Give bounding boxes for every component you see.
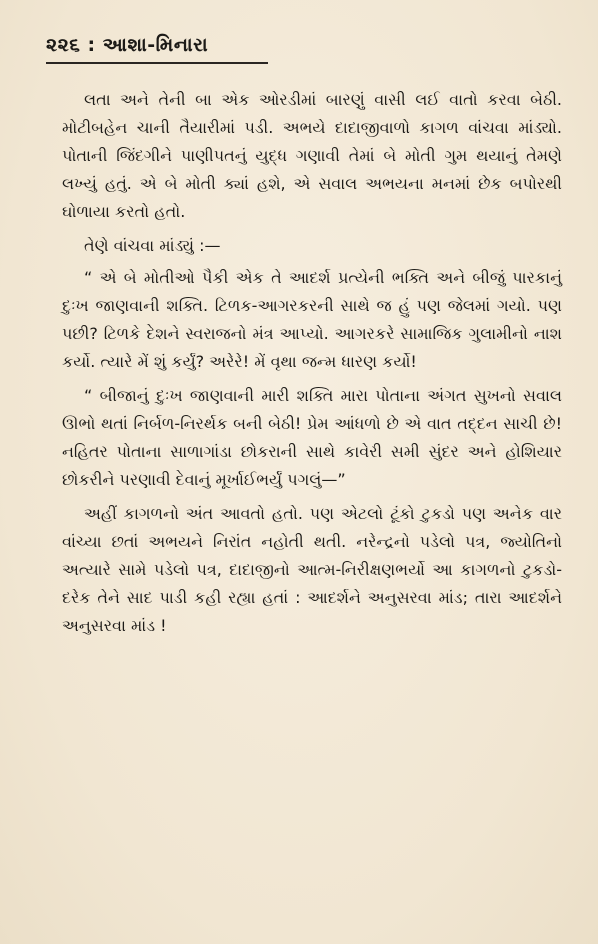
paragraph-5: અહીં કાગળનો અંત આવતો હતો. પણ એટલો ટૂંકો ટુકડો પણ અનેક વાર વાંચ્યા છતાં અભયને નિરાંત નહોતી થતી. નરેન્દ્રનો પડેલો પત્ર, જ્યોતિનો અત્યારે સામે પડેલો પત્ર, દાદાજીનો આત્મ-નિરીક્ષણભર્યો આ કાગળનો ટુકડો-દરેક તેને સાદ પાડી કહી રહ્યા હતાં : આદર્શને અનુસરવા માંડ; તારા આદર્શને અનુસરવા માંડ ! xyxy=(62,504,562,635)
paragraph-2: તેણે વાંચવા માંડ્યું :— xyxy=(84,236,221,255)
page-header: ૨૨૬ : આશા-મિનારા xyxy=(46,34,209,56)
paragraph-3: “ એ બે મોતીઓ પૈકી એક તે આદર્શ પ્રત્યેની ભક્તિ અને બીજું પારકાનું દુઃખ જાણવાની શક્તિ. ટિળક-આગરકરની સાથે જ હું પણ જેલમાં ગયો. પણ પછી? ટિળકે દેશને સ્વરાજનો મંત્ર આપ્યો. આગરકરે સામાજિક ગુલામીનો નાશ કર્યો. ત્યારે મેં શું કર્યું? અરેરે! મેં વૃથા જન્મ ધારણ કર્યો! xyxy=(62,268,562,371)
paragraph-4: “ બીજાનું દુઃખ જાણવાની મારી શક્તિ મારા પોતાના અંગત સુખનો સવાલ ઊભો થતાં નિર્બળ-નિરર્થક બની બેઠી! પ્રેમ આંધળો છે એ વાત તદ્દન સાચી છે! નહિતર પોતાના સાળાગાંડા છોકરાની સાથે કાવેરી સમી સુંદર અને હોશિયાર છોકરીને પરણાવી દેવાનું મૂર્ખાઈભર્યું પગલું—” xyxy=(62,386,562,489)
body-text xyxy=(62,86,562,646)
header-underline xyxy=(46,62,268,64)
paragraph-1: લતા અને તેની બા એક ઓરડીમાં બારણું વાસી લઈ વાતો કરવા બેઠી. મોટીબહેન ચાની તૈયારીમાં પડી. અભયે દાદાજીવાળો કાગળ વાંચવા માંડ્યો. પોતાની જિંદગીને પાણીપતનું યુદ્ધ ગણાવી તેમાં બે મોતી ગુમ થયાનું તેમણે લખ્યું હતું. એ બે મોતી ક્યાં હશે, એ સવાલ અભયના મનમાં છેક બપોરથી ઘોળાયા કરતો હતો. xyxy=(62,90,562,221)
